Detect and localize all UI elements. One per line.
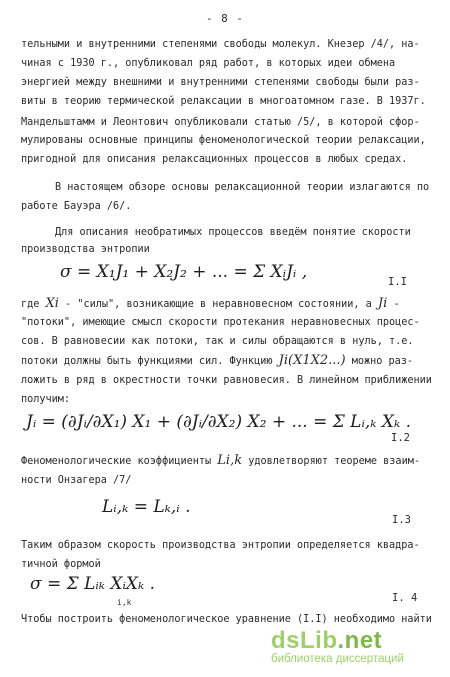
handwritten-lik: Li,k [217,453,243,468]
handwritten-ji-function: Ji(X1X2...) [278,353,346,368]
text-line: тичной формой [21,559,101,570]
watermark-text: библиотека диссертаций [271,653,404,665]
text-line: ности Онзагера /7/ [21,475,132,486]
text-line: получим: [21,394,71,405]
text-line: сов. В равновесии как потоки, так и силы обращаются в нуль, т.е. [21,336,414,347]
text-line: Феноменологические коэффициенты Li,k удовлетворяют теореме взаим- [21,453,420,468]
text-line: производства энтропии [21,244,150,255]
text-line: тельными и внутренними степенями свободы молекул. Кнезер /4/, на- [21,39,420,50]
text-line: чиная с 1930 г., опубликовал ряд работ, в которых идеи обмена [21,58,396,69]
text-line: виты в теорию термической релаксации в многоатомном газе. В 1937г. [21,96,426,107]
text-line: пригодной для описания релаксационных процессов в любых средах. [21,154,408,165]
formula-quadratic-form: σ = Σ Lᵢₖ XᵢXₖ . [30,574,156,594]
text-line: Таким образом скорость производства энтропии определяется квадра- [21,540,420,551]
page-number: - 8 - [205,12,245,25]
text-line: где Xi - "силы", возникающие в неравновесном состоянии, а Ji - [21,296,400,311]
text-line: Для описания необратимых процессов введём понятие скорости [55,227,411,238]
equation-number: I.2 [391,432,410,444]
equation-number: I. 4 [392,592,418,604]
text-line: работе Бауэра /6/. [21,201,132,212]
text-line: Мандельштамм и Леонтович опубликовали статью /5/, в которой сфор- [21,117,420,128]
text-line: ложить в ряд в окрестности точки равновесия. В линейном приближении [21,375,432,386]
text-line: Чтобы построить феноменологическое уравнение (I.I) необходимо найти [21,614,432,625]
equation-number: I.I [388,276,407,288]
text-line: "потоки", имеющие смысл скорости протекания неравновесных процес- [21,317,420,328]
sum-index: i,k [117,598,132,607]
handwritten-xi: Xi [45,296,59,311]
watermark [271,627,436,665]
equation-number: I.3 [392,514,411,526]
text-line: В настоящем обзоре основы релаксационной теории излагаются по [55,182,430,193]
formula-onsager-reciprocity: Lᵢ,ₖ = Lₖ,ᵢ . [102,497,191,517]
text-line: энергией между внешними и внутренними степенями свободы были раз- [21,77,420,88]
formula-entropy-production: σ = X₁J₁ + X₂J₂ + ... = Σ XᵢJᵢ , [60,262,308,282]
text-line: потоки должны быть функциями сил. Функцию Ji(X1X2...) можно раз- [21,353,414,368]
watermark-logo: dsLib.net [271,627,383,654]
formula-linear-flux: Jᵢ = (∂Jᵢ/∂X₁) X₁ + (∂Jᵢ/∂X₂) X₂ + ... = Σ Lᵢ,ₖ Xₖ . [26,412,411,432]
handwritten-ji: Ji [377,296,388,311]
text-line: мулированы основные принципы феноменологической теории релаксации, [21,135,426,146]
